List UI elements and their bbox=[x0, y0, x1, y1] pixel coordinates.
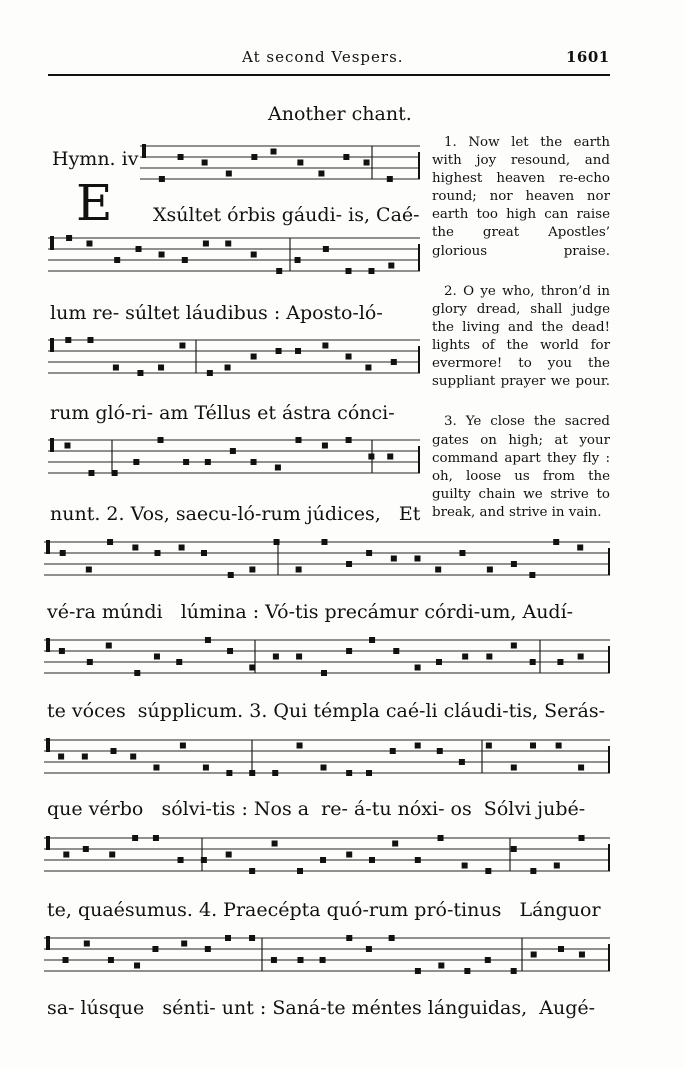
neume bbox=[84, 941, 90, 947]
neume bbox=[249, 567, 255, 573]
neume bbox=[346, 437, 352, 443]
neume bbox=[415, 968, 421, 974]
neume bbox=[249, 868, 255, 874]
neume bbox=[83, 846, 89, 852]
staff-3 bbox=[48, 336, 420, 383]
neume bbox=[557, 659, 563, 665]
verse-1: 1. Now let the earth with joy resound, and highest heaven re-echo round; nor heaven nor earth too high can raise the great Apostles’ glorious praise. bbox=[432, 135, 610, 259]
neume bbox=[226, 852, 232, 858]
neume bbox=[251, 459, 257, 465]
neume bbox=[369, 637, 375, 643]
clef-mark bbox=[46, 936, 50, 950]
neume bbox=[393, 648, 399, 654]
neume bbox=[182, 257, 188, 263]
neume bbox=[435, 567, 441, 573]
neume bbox=[486, 654, 492, 660]
neume bbox=[158, 365, 164, 371]
neume bbox=[272, 841, 278, 847]
neume bbox=[109, 852, 115, 858]
neume bbox=[295, 437, 301, 443]
neume bbox=[368, 268, 374, 274]
neume bbox=[511, 643, 517, 649]
neume bbox=[346, 648, 352, 654]
neume bbox=[228, 572, 234, 578]
staff-6 bbox=[44, 636, 610, 683]
neume bbox=[487, 567, 493, 573]
neume bbox=[368, 454, 374, 460]
neume bbox=[530, 659, 536, 665]
neume bbox=[136, 246, 142, 252]
neume bbox=[153, 835, 159, 841]
staff-1 bbox=[140, 142, 420, 189]
neume bbox=[272, 770, 278, 776]
staff-7 bbox=[44, 736, 610, 783]
neume bbox=[578, 654, 584, 660]
drop-initial: E bbox=[76, 174, 113, 232]
neume bbox=[296, 567, 302, 573]
neume bbox=[346, 770, 352, 776]
neume bbox=[553, 539, 559, 545]
neume bbox=[531, 952, 537, 958]
neume bbox=[577, 545, 583, 551]
neume bbox=[320, 957, 326, 963]
neume bbox=[179, 343, 185, 349]
neume bbox=[320, 857, 326, 863]
header-rule bbox=[48, 74, 610, 76]
neume bbox=[227, 648, 233, 654]
neume bbox=[389, 935, 395, 941]
clef-mark bbox=[46, 540, 50, 554]
neume bbox=[366, 946, 372, 952]
clef-mark bbox=[50, 236, 54, 250]
neume bbox=[106, 643, 112, 649]
neume bbox=[88, 470, 94, 476]
neume bbox=[459, 759, 465, 765]
staff-2 bbox=[48, 234, 420, 281]
neume bbox=[180, 743, 186, 749]
neume bbox=[87, 337, 93, 343]
neume bbox=[225, 241, 231, 247]
neume bbox=[203, 241, 209, 247]
neume bbox=[159, 252, 165, 258]
neume bbox=[391, 556, 397, 562]
neume bbox=[158, 437, 164, 443]
neume bbox=[205, 459, 211, 465]
neume bbox=[203, 765, 209, 771]
neume bbox=[437, 748, 443, 754]
lyric-line-9: sa- lúsque sénti- unt : Saná-te méntes lánguidas, Augé- bbox=[47, 997, 596, 1019]
neume bbox=[297, 743, 303, 749]
neume bbox=[321, 539, 327, 545]
neume bbox=[82, 754, 88, 760]
neume bbox=[183, 459, 189, 465]
staff-5 bbox=[44, 538, 610, 585]
neume bbox=[152, 946, 158, 952]
neume bbox=[132, 835, 138, 841]
neume bbox=[226, 770, 232, 776]
neume bbox=[225, 935, 231, 941]
neume bbox=[346, 561, 352, 567]
neume bbox=[249, 665, 255, 671]
neume bbox=[295, 257, 301, 263]
neume bbox=[364, 160, 370, 166]
staff-9 bbox=[44, 934, 610, 981]
neume bbox=[132, 545, 138, 551]
neume bbox=[322, 443, 328, 449]
lyric-line-6: te vóces súpplicum. 3. Qui témpla caé-li cláudi-tis, Serás- bbox=[47, 700, 605, 722]
neume bbox=[530, 743, 536, 749]
neume bbox=[579, 952, 585, 958]
neume bbox=[462, 654, 468, 660]
lyric-line-1: Xsúltet órbis gáudi- is, Caé- bbox=[153, 204, 420, 226]
neume bbox=[107, 539, 113, 545]
neume bbox=[415, 665, 421, 671]
neume bbox=[578, 765, 584, 771]
lyric-line-5: vé-ra múndi lúmina : Vó-tis precámur córdi-um, Audí- bbox=[47, 601, 574, 623]
neume bbox=[111, 748, 117, 754]
neume bbox=[176, 659, 182, 665]
neume bbox=[295, 348, 301, 354]
neume bbox=[296, 654, 302, 660]
neume bbox=[529, 572, 535, 578]
neume bbox=[134, 670, 140, 676]
neume bbox=[65, 337, 71, 343]
neume bbox=[391, 359, 397, 365]
neume bbox=[276, 348, 282, 354]
neume bbox=[558, 946, 564, 952]
clef-mark bbox=[46, 738, 50, 752]
neume bbox=[86, 567, 92, 573]
neume bbox=[323, 246, 329, 252]
lyric-line-7: que vérbo sólvi-tis : Nos a re- á-tu nóxi- os Sólvi jubé- bbox=[47, 798, 586, 820]
neume bbox=[346, 354, 352, 360]
neume bbox=[511, 968, 517, 974]
neume bbox=[297, 957, 303, 963]
neume bbox=[225, 365, 231, 371]
neume bbox=[322, 343, 328, 349]
neume bbox=[462, 863, 468, 869]
neume bbox=[251, 154, 257, 160]
neume bbox=[459, 550, 465, 556]
clef-mark bbox=[142, 144, 146, 158]
neume bbox=[297, 868, 303, 874]
page-number: 1601 bbox=[566, 48, 610, 66]
neume bbox=[388, 263, 394, 269]
neume bbox=[179, 545, 185, 551]
neume bbox=[554, 863, 560, 869]
neume bbox=[321, 670, 327, 676]
neume bbox=[201, 550, 207, 556]
neume bbox=[134, 963, 140, 969]
neume bbox=[345, 268, 351, 274]
neume bbox=[251, 354, 257, 360]
neume bbox=[63, 852, 69, 858]
neume bbox=[205, 637, 211, 643]
clef-mark bbox=[50, 338, 54, 352]
neume bbox=[511, 765, 517, 771]
neume bbox=[271, 957, 277, 963]
neume bbox=[205, 946, 211, 952]
neume bbox=[137, 370, 143, 376]
hymn-label: Hymn. iv bbox=[52, 148, 139, 170]
lyric-line-8: te, quaésumus. 4. Praecépta quó-rum pró-tinus Lánguor bbox=[47, 899, 601, 921]
neume bbox=[321, 765, 327, 771]
neume bbox=[112, 470, 118, 476]
neume bbox=[387, 176, 393, 182]
neume bbox=[178, 154, 184, 160]
neume bbox=[201, 857, 207, 863]
neume bbox=[87, 659, 93, 665]
neume bbox=[249, 935, 255, 941]
neume bbox=[436, 659, 442, 665]
neume bbox=[207, 370, 213, 376]
neume bbox=[485, 957, 491, 963]
neume bbox=[275, 465, 281, 471]
neume bbox=[178, 857, 184, 863]
neume bbox=[415, 857, 421, 863]
clef-mark bbox=[46, 638, 50, 652]
neume bbox=[369, 857, 375, 863]
neume bbox=[59, 648, 65, 654]
lyric-line-2: lum re- súltet láudibus : Aposto-ló- bbox=[50, 302, 383, 324]
neume bbox=[114, 257, 120, 263]
clef-mark bbox=[50, 438, 54, 452]
neume bbox=[485, 868, 491, 874]
neume bbox=[113, 365, 119, 371]
neume bbox=[414, 556, 420, 562]
neume bbox=[486, 743, 492, 749]
neume bbox=[64, 443, 70, 449]
neume bbox=[366, 770, 372, 776]
neume bbox=[387, 454, 393, 460]
running-header-title: At second Vespers. bbox=[242, 48, 404, 66]
neume bbox=[226, 171, 232, 177]
verse-translation-column bbox=[432, 134, 610, 526]
neume bbox=[579, 835, 585, 841]
neume bbox=[86, 241, 92, 247]
neume bbox=[273, 654, 279, 660]
neume bbox=[556, 743, 562, 749]
neume bbox=[230, 448, 236, 454]
staff-4 bbox=[48, 436, 420, 483]
neume bbox=[202, 160, 208, 166]
neume bbox=[464, 968, 470, 974]
neume bbox=[390, 748, 396, 754]
verse-3: 3. Ye close the sacred gates on high; at your command apart they fly : oh, loose us from the guilty chain we strive to break, and strive in vain. bbox=[432, 414, 610, 520]
neume bbox=[66, 235, 72, 241]
neume bbox=[511, 846, 517, 852]
neume bbox=[271, 149, 277, 155]
neume bbox=[133, 459, 139, 465]
neume bbox=[366, 550, 372, 556]
neume bbox=[530, 868, 536, 874]
neume bbox=[365, 365, 371, 371]
neume bbox=[154, 654, 160, 660]
neume bbox=[154, 550, 160, 556]
neume bbox=[392, 841, 398, 847]
neume bbox=[130, 754, 136, 760]
neume bbox=[274, 539, 280, 545]
neume bbox=[159, 176, 165, 182]
neume bbox=[511, 561, 517, 567]
neume bbox=[251, 252, 257, 258]
neume bbox=[297, 160, 303, 166]
neume bbox=[415, 743, 421, 749]
lyric-line-4: nunt. 2. Vos, saecu-ló-rum júdices, Et bbox=[50, 503, 421, 525]
neume bbox=[276, 268, 282, 274]
neume bbox=[108, 957, 114, 963]
lyric-line-3: rum gló-ri- am Téllus et ástra cónci- bbox=[50, 402, 395, 424]
neume bbox=[346, 935, 352, 941]
neume bbox=[438, 963, 444, 969]
neume bbox=[58, 754, 64, 760]
neume bbox=[343, 154, 349, 160]
neume bbox=[181, 941, 187, 947]
neume bbox=[438, 835, 444, 841]
staff-8 bbox=[44, 834, 610, 881]
neume bbox=[153, 765, 159, 771]
neume bbox=[63, 957, 69, 963]
neume bbox=[346, 852, 352, 858]
clef-mark bbox=[46, 836, 50, 850]
neume bbox=[318, 171, 324, 177]
verse-2: 2. O ye who, thron’d in glory dread, shall judge the living and the dead! lights of the world for evermore! to you the suppliant prayer we pour. bbox=[432, 283, 610, 390]
chant-title: Another chant. bbox=[268, 103, 412, 125]
neume bbox=[60, 550, 66, 556]
neume bbox=[249, 770, 255, 776]
